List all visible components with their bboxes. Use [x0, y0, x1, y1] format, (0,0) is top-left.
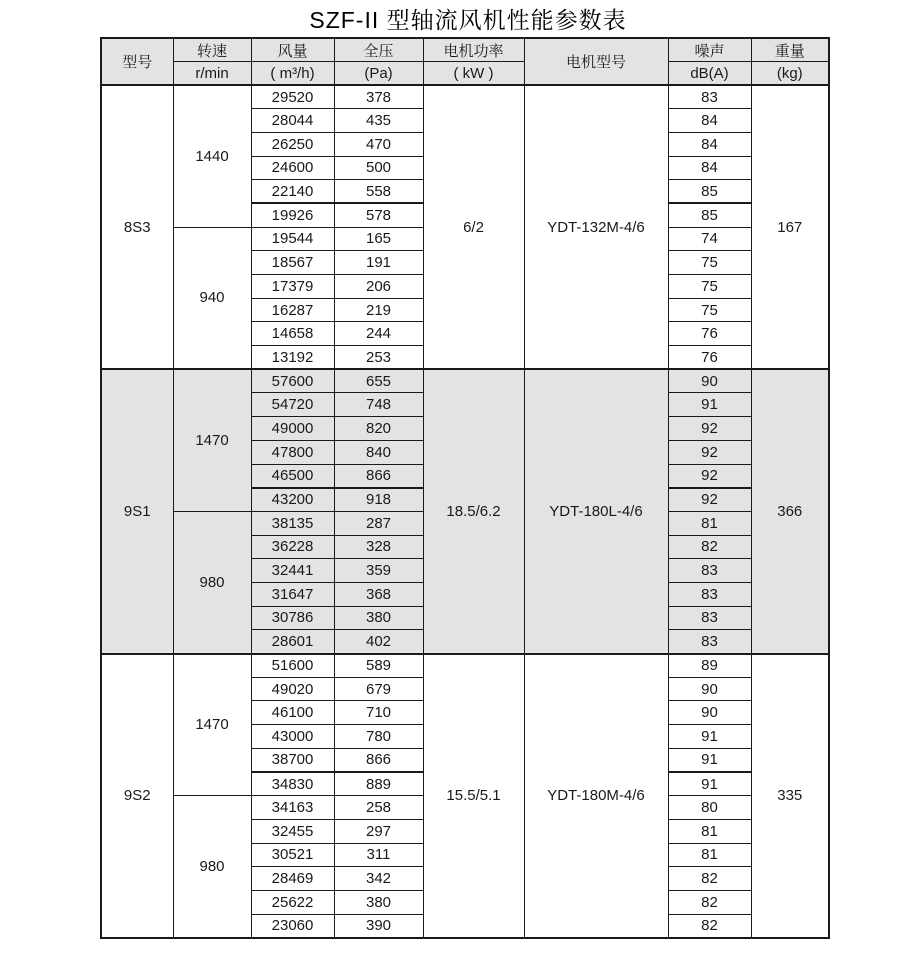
header-airflow: 风量	[251, 38, 334, 62]
noise-cell: 82	[668, 535, 751, 559]
airflow-cell: 32455	[251, 819, 334, 843]
noise-cell: 83	[668, 630, 751, 654]
airflow-cell: 46500	[251, 464, 334, 488]
airflow-cell: 43000	[251, 725, 334, 749]
header-motor: 电机型号	[524, 38, 668, 85]
airflow-cell: 18567	[251, 251, 334, 275]
pressure-cell: 311	[334, 843, 423, 867]
airflow-cell: 24600	[251, 156, 334, 180]
weight-cell: 366	[751, 369, 829, 653]
noise-cell: 92	[668, 488, 751, 512]
table-body	[101, 85, 829, 938]
header-weight-unit: (kg)	[751, 62, 829, 86]
pressure-cell: 470	[334, 132, 423, 156]
noise-cell: 81	[668, 819, 751, 843]
noise-cell: 82	[668, 914, 751, 938]
pressure-cell: 342	[334, 867, 423, 891]
header-pressure: 全压	[334, 38, 423, 62]
pressure-cell: 380	[334, 890, 423, 914]
airflow-cell: 30786	[251, 606, 334, 630]
noise-cell: 92	[668, 417, 751, 441]
pressure-cell: 368	[334, 582, 423, 606]
header-model: 型号	[101, 38, 173, 85]
pressure-cell: 780	[334, 725, 423, 749]
noise-cell: 81	[668, 511, 751, 535]
noise-cell: 85	[668, 203, 751, 227]
noise-cell: 75	[668, 298, 751, 322]
pressure-cell: 578	[334, 203, 423, 227]
airflow-cell: 51600	[251, 654, 334, 678]
motor-cell: YDT-180L-4/6	[524, 369, 668, 653]
power-cell: 15.5/5.1	[423, 654, 524, 938]
weight-cell: 335	[751, 654, 829, 938]
pressure-cell: 380	[334, 606, 423, 630]
airflow-cell: 38700	[251, 748, 334, 772]
pressure-cell: 378	[334, 85, 423, 109]
speed-cell: 1470	[173, 369, 251, 511]
header-noise: 噪声	[668, 38, 751, 62]
pressure-cell: 589	[334, 654, 423, 678]
airflow-cell: 31647	[251, 582, 334, 606]
noise-cell: 76	[668, 322, 751, 346]
header-airflow-unit: ( m³/h)	[251, 62, 334, 86]
motor-cell: YDT-180M-4/6	[524, 654, 668, 938]
noise-cell: 84	[668, 109, 751, 133]
header-power-unit: ( kW )	[423, 62, 524, 86]
airflow-cell: 29520	[251, 85, 334, 109]
model-cell: 9S1	[101, 369, 173, 653]
noise-cell: 91	[668, 725, 751, 749]
spec-row	[101, 654, 829, 678]
airflow-cell: 26250	[251, 132, 334, 156]
pressure-cell: 710	[334, 701, 423, 725]
noise-cell: 91	[668, 748, 751, 772]
header-pressure-unit: (Pa)	[334, 62, 423, 86]
pressure-cell: 402	[334, 630, 423, 654]
airflow-cell: 38135	[251, 511, 334, 535]
pressure-cell: 679	[334, 677, 423, 701]
airflow-cell: 34830	[251, 772, 334, 796]
airflow-cell: 28044	[251, 109, 334, 133]
pressure-cell: 435	[334, 109, 423, 133]
airflow-cell: 47800	[251, 440, 334, 464]
noise-cell: 81	[668, 843, 751, 867]
airflow-cell: 19926	[251, 203, 334, 227]
noise-cell: 76	[668, 346, 751, 370]
speed-cell: 1470	[173, 654, 251, 796]
airflow-cell: 49020	[251, 677, 334, 701]
pressure-cell: 328	[334, 535, 423, 559]
noise-cell: 82	[668, 890, 751, 914]
pressure-cell: 253	[334, 346, 423, 370]
spec-row	[101, 85, 829, 109]
airflow-cell: 54720	[251, 393, 334, 417]
header-row-labels	[101, 38, 829, 62]
noise-cell: 85	[668, 180, 751, 204]
spec-row	[101, 369, 829, 393]
airflow-cell: 46100	[251, 701, 334, 725]
airflow-cell: 19544	[251, 227, 334, 251]
speed-cell: 980	[173, 796, 251, 938]
airflow-cell: 28469	[251, 867, 334, 891]
pressure-cell: 165	[334, 227, 423, 251]
pressure-cell: 500	[334, 156, 423, 180]
airflow-cell: 36228	[251, 535, 334, 559]
noise-cell: 82	[668, 867, 751, 891]
power-cell: 6/2	[423, 85, 524, 369]
header-speed: 转速	[173, 38, 251, 62]
airflow-cell: 17379	[251, 275, 334, 299]
pressure-cell: 820	[334, 417, 423, 441]
pressure-cell: 889	[334, 772, 423, 796]
pressure-cell: 297	[334, 819, 423, 843]
header-row-units	[101, 62, 829, 86]
pressure-cell: 866	[334, 464, 423, 488]
noise-cell: 90	[668, 701, 751, 725]
pressure-cell: 244	[334, 322, 423, 346]
speed-cell: 940	[173, 227, 251, 369]
noise-cell: 83	[668, 559, 751, 583]
pressure-cell: 390	[334, 914, 423, 938]
pressure-cell: 558	[334, 180, 423, 204]
noise-cell: 75	[668, 275, 751, 299]
header-speed-unit: r/min	[173, 62, 251, 86]
fan-spec-table	[100, 37, 830, 939]
airflow-cell: 32441	[251, 559, 334, 583]
noise-cell: 83	[668, 606, 751, 630]
noise-cell: 90	[668, 369, 751, 393]
noise-cell: 83	[668, 85, 751, 109]
airflow-cell: 25622	[251, 890, 334, 914]
motor-cell: YDT-132M-4/6	[524, 85, 668, 369]
noise-cell: 90	[668, 677, 751, 701]
noise-cell: 84	[668, 156, 751, 180]
pressure-cell: 655	[334, 369, 423, 393]
noise-cell: 84	[668, 132, 751, 156]
noise-cell: 91	[668, 772, 751, 796]
header-weight: 重量	[751, 38, 829, 62]
model-cell: 8S3	[101, 85, 173, 369]
airflow-cell: 57600	[251, 369, 334, 393]
model-cell: 9S2	[101, 654, 173, 938]
pressure-cell: 866	[334, 748, 423, 772]
airflow-cell: 34163	[251, 796, 334, 820]
noise-cell: 83	[668, 582, 751, 606]
pressure-cell: 748	[334, 393, 423, 417]
table-header	[101, 38, 829, 85]
pressure-cell: 258	[334, 796, 423, 820]
speed-cell: 1440	[173, 85, 251, 227]
noise-cell: 80	[668, 796, 751, 820]
page-title: SZF-II 型轴流风机性能参数表	[309, 7, 627, 33]
noise-cell: 92	[668, 464, 751, 488]
pressure-cell: 206	[334, 275, 423, 299]
airflow-cell: 22140	[251, 180, 334, 204]
airflow-cell: 30521	[251, 843, 334, 867]
power-cell: 18.5/6.2	[423, 369, 524, 653]
pressure-cell: 359	[334, 559, 423, 583]
airflow-cell: 16287	[251, 298, 334, 322]
pressure-cell: 191	[334, 251, 423, 275]
noise-cell: 75	[668, 251, 751, 275]
pressure-cell: 918	[334, 488, 423, 512]
pressure-cell: 219	[334, 298, 423, 322]
airflow-cell: 43200	[251, 488, 334, 512]
noise-cell: 91	[668, 393, 751, 417]
noise-cell: 74	[668, 227, 751, 251]
airflow-cell: 28601	[251, 630, 334, 654]
pressure-cell: 287	[334, 511, 423, 535]
weight-cell: 167	[751, 85, 829, 369]
speed-cell: 980	[173, 511, 251, 653]
airflow-cell: 49000	[251, 417, 334, 441]
header-noise-unit: dB(A)	[668, 62, 751, 86]
airflow-cell: 23060	[251, 914, 334, 938]
header-power: 电机功率	[423, 38, 524, 62]
airflow-cell: 13192	[251, 346, 334, 370]
pressure-cell: 840	[334, 440, 423, 464]
noise-cell: 89	[668, 654, 751, 678]
noise-cell: 92	[668, 440, 751, 464]
airflow-cell: 14658	[251, 322, 334, 346]
